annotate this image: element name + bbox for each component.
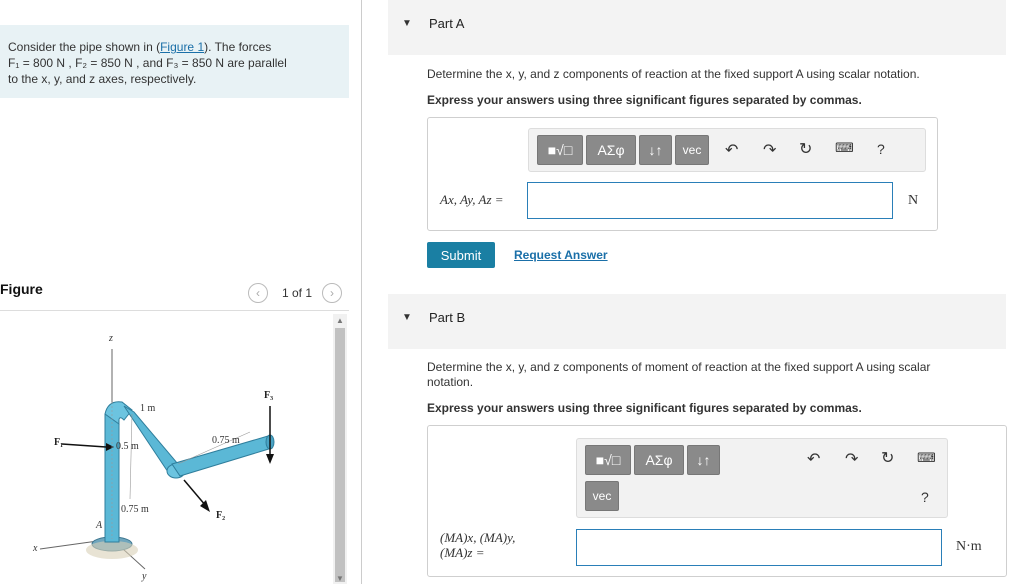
label-dim-05m: 0.5 m bbox=[116, 441, 139, 452]
submit-button[interactable]: Submit bbox=[427, 242, 495, 268]
part-b-answer-box bbox=[427, 425, 1007, 577]
part-b-answer-label bbox=[440, 530, 515, 560]
scroll-up-icon[interactable]: ▲ bbox=[336, 316, 344, 325]
label-dim-1m: 1 m bbox=[140, 403, 156, 414]
part-b-prompt-line-2: notation. bbox=[427, 375, 474, 389]
part-a-toolbar bbox=[528, 128, 926, 172]
part-b-prompt-line-1: Determine the x, y, and z components of moment of reaction at the fixed support A using scalar bbox=[427, 360, 931, 374]
f1-arrow bbox=[62, 444, 106, 447]
part-b-answer-label-line-1: (MA)x, (MA)y, bbox=[440, 530, 516, 545]
f2-arrow bbox=[184, 480, 206, 506]
collapse-triangle-icon[interactable]: ▼ bbox=[402, 312, 412, 323]
templates-button[interactable]: ■√□ bbox=[585, 445, 631, 475]
scroll-down-icon[interactable]: ▼ bbox=[336, 574, 344, 583]
label-f1: F₁ bbox=[54, 437, 64, 448]
pipe-diagram bbox=[0, 314, 330, 584]
collapse-triangle-icon[interactable]: ▼ bbox=[402, 18, 412, 29]
undo-icon[interactable]: ↶ bbox=[725, 142, 739, 159]
dim-line-a bbox=[130, 414, 132, 499]
figure-pager bbox=[248, 283, 342, 303]
greek-button[interactable]: AΣφ bbox=[586, 135, 636, 165]
figure-scrollbar[interactable] bbox=[333, 314, 347, 584]
part-a-title: Part A bbox=[429, 16, 465, 31]
part-b-toolbar bbox=[576, 438, 948, 518]
part-a-header[interactable] bbox=[388, 0, 1006, 55]
reset-icon[interactable]: ↻ bbox=[799, 141, 813, 158]
part-a-prompt: Determine the x, y, and z components of reaction at the fixed support A using scalar notation. bbox=[427, 67, 920, 81]
reset-icon[interactable]: ↻ bbox=[881, 450, 895, 467]
problem-line-1 bbox=[8, 39, 341, 55]
label-f2: F₂ bbox=[216, 510, 226, 521]
label-x: x bbox=[33, 543, 38, 554]
label-y: y bbox=[142, 571, 147, 582]
part-a-answer-input[interactable] bbox=[527, 182, 893, 219]
keyboard-icon[interactable]: ⌨ bbox=[835, 140, 854, 155]
label-a: A bbox=[96, 520, 103, 531]
label-z: z bbox=[109, 333, 113, 344]
part-a-unit: N bbox=[908, 193, 919, 208]
part-b-unit: N·m bbox=[956, 539, 982, 554]
figure-separator bbox=[0, 310, 349, 311]
figure-page-count: 1 of 1 bbox=[282, 286, 313, 300]
panel-divider bbox=[361, 0, 362, 584]
keyboard-icon[interactable]: ⌨ bbox=[917, 450, 936, 465]
part-a-instruction: Express your answers using three significant figures separated by commas. bbox=[427, 93, 862, 107]
label-dim-075m-a: 0.75 m bbox=[212, 435, 240, 446]
figure-link[interactable]: Figure 1 bbox=[160, 40, 205, 54]
part-a-answer-label: Ax, Ay, Az = bbox=[440, 192, 504, 207]
part-b-header[interactable] bbox=[388, 294, 1006, 349]
vec-button[interactable]: vec bbox=[675, 135, 709, 165]
f3-arrowhead bbox=[266, 454, 274, 464]
scroll-thumb[interactable] bbox=[335, 328, 345, 582]
updown-button[interactable]: ↓↑ bbox=[687, 445, 720, 475]
redo-icon[interactable]: ↷ bbox=[763, 142, 777, 159]
request-answer-link[interactable]: Request Answer bbox=[514, 248, 608, 262]
greek-button[interactable]: AΣφ bbox=[634, 445, 684, 475]
figure-heading: Figure bbox=[0, 281, 43, 297]
templates-button[interactable]: ■√□ bbox=[537, 135, 583, 165]
redo-icon[interactable]: ↷ bbox=[845, 451, 859, 468]
problem-statement bbox=[0, 25, 349, 98]
undo-icon[interactable]: ↶ bbox=[807, 451, 821, 468]
vec-button[interactable]: vec bbox=[585, 481, 619, 511]
part-a-answer-box bbox=[427, 117, 938, 231]
problem-line-2: F₁ = 800 N , F₂ = 850 N , and F₃ = 850 N are parallel bbox=[8, 56, 287, 70]
label-dim-075m-b: 0.75 m bbox=[121, 504, 149, 515]
help-button[interactable]: ? bbox=[921, 489, 929, 505]
pipe-figure bbox=[0, 314, 330, 584]
label-f3: F₃ bbox=[264, 390, 274, 401]
problem-line-3: to the x, y, and z axes, respectively. bbox=[8, 72, 197, 86]
problem-text-after: ). The forces bbox=[204, 40, 272, 54]
part-b-answer-input[interactable] bbox=[576, 529, 942, 566]
help-button[interactable]: ? bbox=[877, 141, 885, 157]
part-b-instruction: Express your answers using three significant figures separated by commas. bbox=[427, 401, 862, 415]
chevron-right-icon[interactable]: › bbox=[322, 283, 342, 303]
part-b-title: Part B bbox=[429, 310, 466, 325]
updown-button[interactable]: ↓↑ bbox=[639, 135, 672, 165]
part-b-prompt bbox=[427, 360, 987, 390]
problem-text: Consider the pipe shown in ( bbox=[8, 40, 161, 54]
base-shadow bbox=[86, 541, 138, 559]
part-b-answer-label-line-2: (MA)z = bbox=[440, 545, 485, 560]
chevron-left-icon[interactable]: ‹ bbox=[248, 283, 268, 303]
